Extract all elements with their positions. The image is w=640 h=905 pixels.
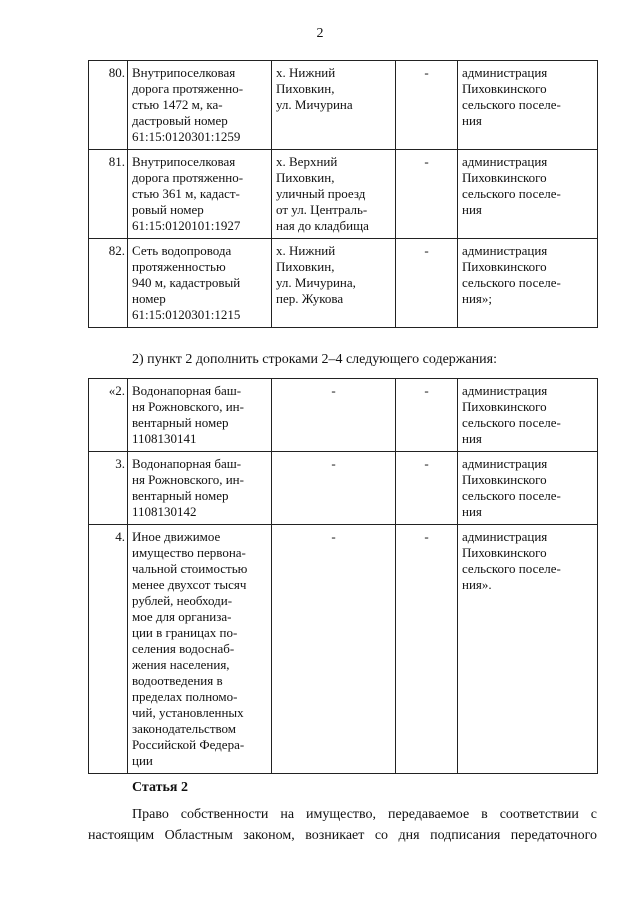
item-holder-line: Пиховкинского bbox=[462, 259, 547, 274]
item-holder-line: сельского поселе- bbox=[462, 488, 561, 503]
item-holder-line: сельского поселе- bbox=[462, 186, 561, 201]
row-number: 80. bbox=[89, 61, 128, 150]
row-number: 81. bbox=[89, 150, 128, 239]
item-location-line: ул. Мичурина, bbox=[276, 275, 356, 290]
item-name bbox=[128, 61, 272, 150]
item-name-line: жения населения, bbox=[132, 657, 230, 672]
item-name-line: ции bbox=[132, 753, 153, 768]
table-row bbox=[89, 239, 598, 328]
item-holder-line: администрация bbox=[462, 456, 548, 471]
item-location-line: ная до кладбища bbox=[276, 218, 369, 233]
item-name-line: ня Рожновского, ин- bbox=[132, 472, 244, 487]
item-name-line: селения водоснаб- bbox=[132, 641, 235, 656]
item-name-line: ровый номер bbox=[132, 202, 204, 217]
item-name-line: 1108130142 bbox=[132, 504, 197, 519]
item-name-line: дорога протяженно- bbox=[132, 170, 244, 185]
row-number: 3. bbox=[89, 452, 128, 525]
item-name-line: Водонапорная баш- bbox=[132, 383, 242, 398]
item-dash: - bbox=[396, 239, 458, 328]
article-text-line-2: настоящим Областным законом, возникает со дня подписания передаточного bbox=[88, 828, 597, 843]
amendment-paragraph: 2) пункт 2 дополнить строками 2–4 следующего содержания: bbox=[132, 352, 497, 367]
item-name-line: вентарный номер bbox=[132, 488, 229, 503]
item-location bbox=[272, 525, 396, 774]
table-row bbox=[89, 150, 598, 239]
item-name-line: Сеть водопровода bbox=[132, 243, 232, 258]
item-name bbox=[128, 150, 272, 239]
item-name-line: имущество первона- bbox=[132, 545, 246, 560]
item-location-line: от ул. Централь- bbox=[276, 202, 368, 217]
item-dash: - bbox=[396, 150, 458, 239]
item-holder-line: Пиховкинского bbox=[462, 472, 547, 487]
item-location bbox=[272, 452, 396, 525]
article-text-line-1: Право собственности на имущество, передаваемое в соответствии с bbox=[132, 807, 597, 822]
item-holder-line: ния bbox=[462, 113, 482, 128]
row-number: 4. bbox=[89, 525, 128, 774]
item-name-line: 940 м, кадастровый bbox=[132, 275, 241, 290]
item-name-line: пределах полномо- bbox=[132, 689, 238, 704]
item-name bbox=[128, 525, 272, 774]
item-name-line: 1108130141 bbox=[132, 431, 197, 446]
item-name-line: номер bbox=[132, 291, 166, 306]
item-name-line: Внутрипоселковая bbox=[132, 154, 236, 169]
item-location bbox=[272, 150, 396, 239]
item-holder-line: Пиховкинского bbox=[462, 81, 547, 96]
item-location bbox=[272, 239, 396, 328]
item-name-line: стью 1472 м, ка- bbox=[132, 97, 223, 112]
item-name-line: дастровый номер bbox=[132, 113, 228, 128]
item-holder-line: ния». bbox=[462, 577, 492, 592]
item-holder-line: сельского поселе- bbox=[462, 415, 561, 430]
item-holder-line: администрация bbox=[462, 529, 548, 544]
table-row bbox=[89, 61, 598, 150]
page-number: 2 bbox=[316, 26, 324, 41]
item-location-line: уличный проезд bbox=[276, 186, 366, 201]
item-name-line: ня Рожновского, ин- bbox=[132, 399, 244, 414]
item-holder bbox=[458, 239, 598, 328]
item-dash: - bbox=[396, 61, 458, 150]
item-holder bbox=[458, 379, 598, 452]
item-holder-line: администрация bbox=[462, 154, 548, 169]
item-name-line: стью 361 м, кадаст- bbox=[132, 186, 240, 201]
item-holder-line: сельского поселе- bbox=[462, 97, 561, 112]
item-name-line: ции в границах по- bbox=[132, 625, 238, 640]
item-name-line: 61:15:0120301:1215 bbox=[132, 307, 241, 322]
item-location-line: х. Верхний bbox=[276, 154, 338, 169]
article-title: Статья 2 bbox=[132, 780, 188, 795]
item-holder-line: ния»; bbox=[462, 291, 493, 306]
item-location-line: ул. Мичурина bbox=[276, 97, 353, 112]
item-location bbox=[272, 61, 396, 150]
property-table-2 bbox=[88, 378, 598, 774]
item-holder-line: Пиховкинского bbox=[462, 399, 547, 414]
item-name-line: мое для организа- bbox=[132, 609, 232, 624]
item-name bbox=[128, 239, 272, 328]
item-name bbox=[128, 452, 272, 525]
table-row bbox=[89, 525, 598, 774]
item-holder-line: администрация bbox=[462, 243, 548, 258]
item-holder bbox=[458, 525, 598, 774]
item-dash: - bbox=[396, 379, 458, 452]
item-holder-line: сельского поселе- bbox=[462, 561, 561, 576]
item-holder-line: администрация bbox=[462, 65, 548, 80]
item-name-line: менее двухсот тысяч bbox=[132, 577, 247, 592]
item-name-line: законодательством bbox=[132, 721, 237, 736]
item-holder-line: сельского поселе- bbox=[462, 275, 561, 290]
item-location-line: х. Нижний bbox=[276, 243, 336, 258]
item-name-line: чальной стоимостью bbox=[132, 561, 248, 576]
item-location bbox=[272, 379, 396, 452]
item-holder bbox=[458, 150, 598, 239]
item-location-line: Пиховкин, bbox=[276, 81, 335, 96]
row-number: 82. bbox=[89, 239, 128, 328]
item-name-line: Иное движимое bbox=[132, 529, 221, 544]
item-location-line: х. Нижний bbox=[276, 65, 336, 80]
item-holder-line: Пиховкинского bbox=[462, 545, 547, 560]
item-dash: - bbox=[396, 452, 458, 525]
item-name-line: рублей, необходи- bbox=[132, 593, 233, 608]
item-holder-line: ния bbox=[462, 504, 482, 519]
item-name-line: Российской Федера- bbox=[132, 737, 245, 752]
item-location-line: - bbox=[331, 383, 336, 398]
item-location-line: - bbox=[331, 529, 336, 544]
item-holder-line: администрация bbox=[462, 383, 548, 398]
item-dash: - bbox=[396, 525, 458, 774]
item-holder bbox=[458, 452, 598, 525]
item-name-line: дорога протяженно- bbox=[132, 81, 244, 96]
row-number: «2. bbox=[89, 379, 128, 452]
table-row bbox=[89, 452, 598, 525]
item-location-line: Пиховкин, bbox=[276, 170, 335, 185]
property-table-1 bbox=[88, 60, 598, 328]
item-holder-line: ния bbox=[462, 202, 482, 217]
table-row bbox=[89, 379, 598, 452]
item-holder-line: Пиховкинского bbox=[462, 170, 547, 185]
item-location-line: - bbox=[331, 456, 336, 471]
item-location-line: пер. Жукова bbox=[276, 291, 344, 306]
item-name-line: Внутрипоселковая bbox=[132, 65, 236, 80]
item-holder bbox=[458, 61, 598, 150]
item-name-line: водоотведения в bbox=[132, 673, 223, 688]
item-name-line: протяженностью bbox=[132, 259, 226, 274]
item-name-line: 61:15:0120301:1259 bbox=[132, 129, 241, 144]
item-holder-line: ния bbox=[462, 431, 482, 446]
item-name-line: вентарный номер bbox=[132, 415, 229, 430]
item-name-line: 61:15:0120101:1927 bbox=[132, 218, 241, 233]
item-name bbox=[128, 379, 272, 452]
item-location-line: Пиховкин, bbox=[276, 259, 335, 274]
item-name-line: чий, установленных bbox=[132, 705, 244, 720]
item-name-line: Водонапорная баш- bbox=[132, 456, 242, 471]
